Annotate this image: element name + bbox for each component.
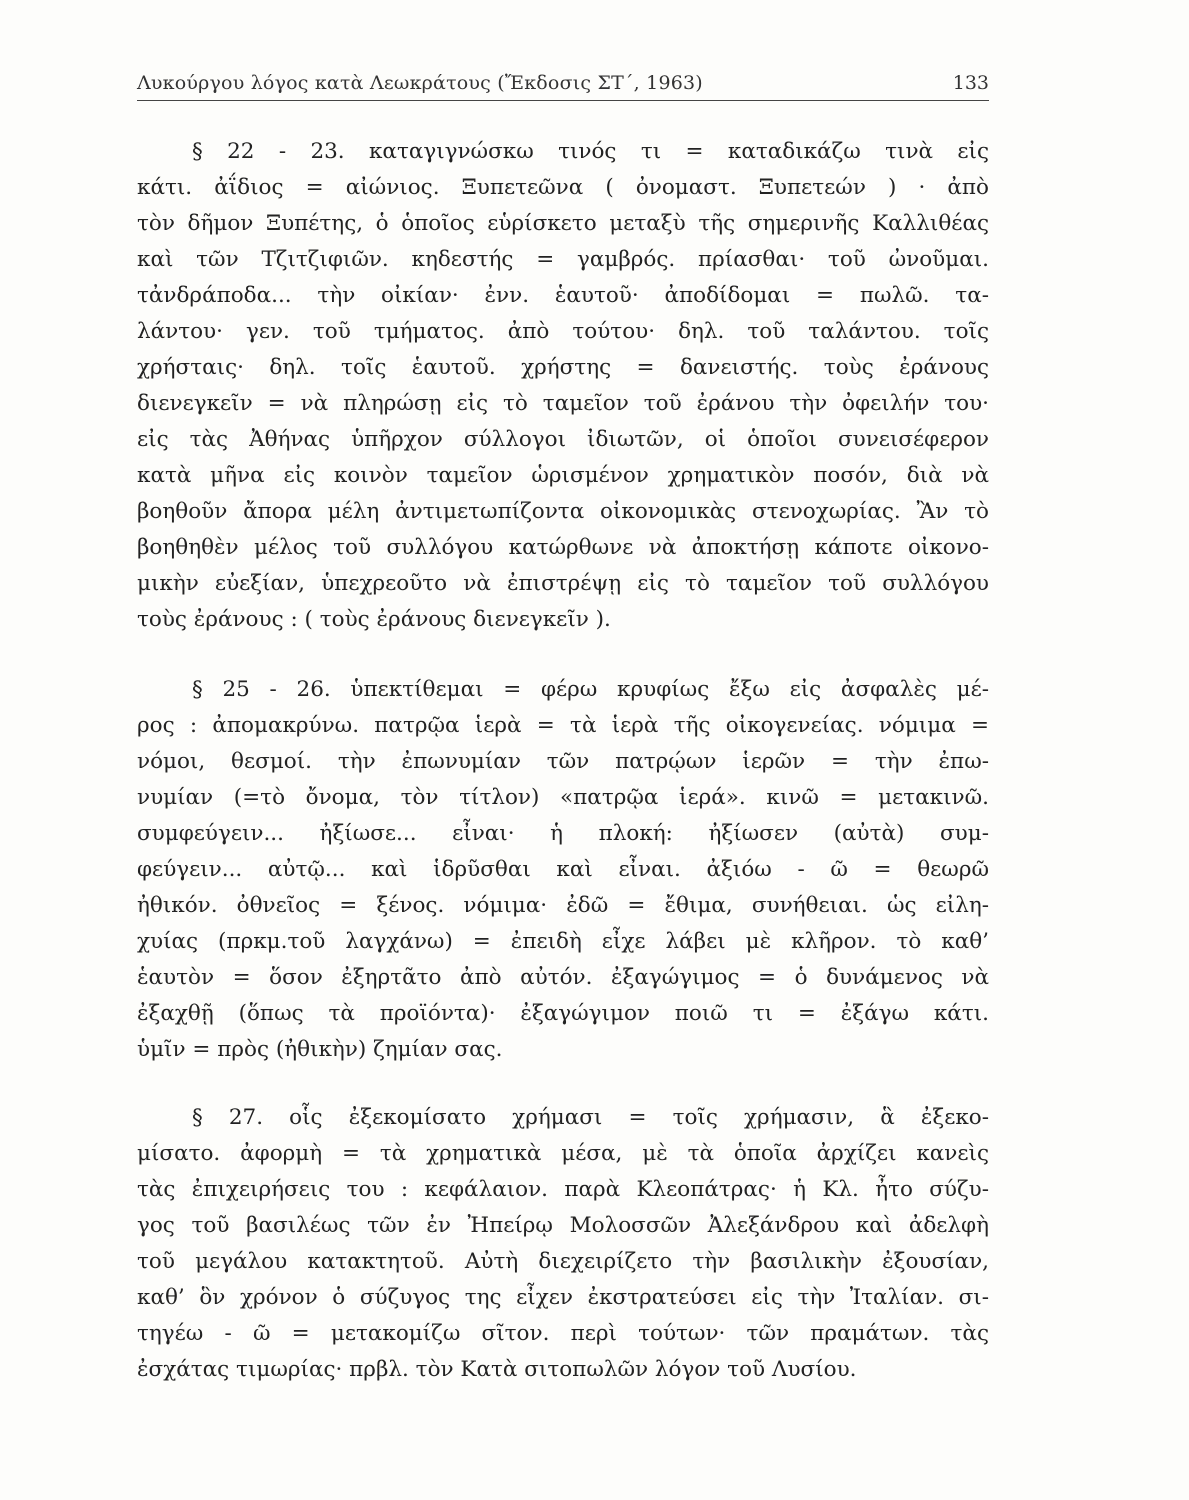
text-line: τοῦ μεγάλου κατακτητοῦ. Αὐτὴ διεχειρίζετο τὴν βασιλικὴν ἐξουσίαν, <box>137 1249 989 1274</box>
text-line: μικὴν εὐεξίαν, ὑπεχρεοῦτο νὰ ἐπιστρέψῃ εἰς τὸ ταμεῖον τοῦ συλλόγου <box>137 571 989 596</box>
text-line: ρος : ἀπομακρύνω. πατρῷα ἱερὰ = τὰ ἱερὰ τῆς οἰκογενείας. νόμιμα = <box>137 713 989 738</box>
text-line: § 27. οἷς ἐξεκομίσατο χρήμασι = τοῖς χρήμασιν, ἃ ἐξεκο- <box>192 1105 989 1130</box>
page-number: 133 <box>952 72 989 94</box>
text-line: νόμοι, θεσμοί. τὴν ἐπωνυμίαν τῶν πατρῴων ἱερῶν = τὴν ἐπω- <box>137 749 989 774</box>
text-line: τὰς ἐπιχειρήσεις του : κεφάλαιον. παρὰ Κλεοπάτρας· ἡ Κλ. ἦτο σύζυ- <box>137 1177 989 1202</box>
paragraph-25-26 <box>137 672 989 1068</box>
text-line: γος τοῦ βασιλέως τῶν ἐν Ἠπείρῳ Μολοσσῶν Ἀλεξάνδρου καὶ ἀδελφὴ <box>137 1213 989 1238</box>
text-line: ὑμῖν = πρὸς (ἠθικὴν) ζημίαν σας. <box>137 1037 503 1062</box>
text-line: βοηθοῦν ἄπορα μέλη ἀντιμετωπίζοντα οἰκονομικὰς στενοχωρίας. Ἂν τὸ <box>137 499 989 524</box>
text-line: § 22 - 23. καταγιγνώσκω τινός τι = καταδικάζω τινὰ εἰς <box>192 139 989 164</box>
text-line: τὸν δῆμον Ξυπέτης, ὁ ὁποῖος εὑρίσκετο μεταξὺ τῆς σημερινῆς Καλλιθέας <box>137 211 989 236</box>
text-line: ἠθικόν. ὀθνεῖος = ξένος. νόμιμα· ἐδῶ = ἔθιμα, συνήθειαι. ὡς εἰλη- <box>137 893 989 918</box>
text-line: μίσατο. ἀφορμὴ = τὰ χρηματικὰ μέσα, μὲ τὰ ὁποῖα ἀρχίζει κανεὶς <box>137 1141 989 1166</box>
text-line: βοηθηθὲν μέλος τοῦ συλλόγου κατώρθωνε νὰ ἀποκτήσῃ κάποτε οἰκονο- <box>137 535 989 560</box>
running-header <box>137 66 989 101</box>
text-line: ἑαυτὸν = ὅσον ἐξηρτᾶτο ἀπὸ αὐτόν. ἐξαγώγιμος = ὁ δυνάμενος νὰ <box>137 965 989 990</box>
text-line: ἐσχάτας τιμωρίας· πρβλ. τὸν Κατὰ σιτοπωλῶν λόγον τοῦ Λυσίου. <box>137 1357 857 1382</box>
paragraph-27 <box>137 1100 989 1388</box>
text-line: καὶ τῶν Τζιτζιφιῶν. κηδεστής = γαμβρός. πρίασθαι· τοῦ ὠνοῦμαι. <box>137 247 989 272</box>
text-line: λάντου· γεν. τοῦ τμήματος. ἀπὸ τούτου· δηλ. τοῦ ταλάντου. τοῖς <box>137 319 989 344</box>
paragraph-22-23 <box>137 134 989 638</box>
text-line: εἰς τὰς Ἀθήνας ὑπῆρχον σύλλογοι ἰδιωτῶν, οἱ ὁποῖοι συνεισέφερον <box>137 427 989 452</box>
text-line: ἐξαχθῇ (ὅπως τὰ προϊόντα)· ἐξαγώγιμον ποιῶ τι = ἐξάγω κάτι. <box>137 1001 989 1026</box>
text-line: καθ’ ὃν χρόνον ὁ σύζυγος της εἶχεν ἐκστρατεύσει εἰς τὴν Ἰταλίαν. σι- <box>137 1285 989 1310</box>
text-line: τηγέω - ῶ = μετακομίζω σῖτον. περὶ τούτων· τῶν πραμάτων. τὰς <box>137 1321 989 1346</box>
text-line: νυμίαν (=τὸ ὄνομα, τὸν τίτλον) «πατρῷα ἱερά». κινῶ = μετακινῶ. <box>137 785 989 810</box>
text-line: κατὰ μῆνα εἰς κοινὸν ταμεῖον ὡρισμένον χρηματικὸν ποσόν, διὰ νὰ <box>137 463 989 488</box>
header-title: Λυκούργου λόγος κατὰ Λεωκράτους (Ἔκδοσις ΣΤ΄, 1963) <box>137 72 703 94</box>
text-line: τοὺς ἐράνους : ( τοὺς ἐράνους διενεγκεῖν ). <box>137 607 611 632</box>
text-line: § 25 - 26. ὑπεκτίθεμαι = φέρω κρυφίως ἔξω εἰς ἀσφαλὲς μέ- <box>192 677 989 702</box>
text-line: διενεγκεῖν = νὰ πληρώσῃ εἰς τὸ ταμεῖον τοῦ ἐράνου τὴν ὀφειλήν του· <box>137 391 989 416</box>
text-line: συμφεύγειν... ἠξίωσε... εἶναι· ἡ πλοκή: ἠξίωσεν (αὐτὰ) συμ- <box>137 821 989 846</box>
text-line: κάτι. ἀΐδιος = αἰώνιος. Ξυπετεῶνα ( ὀνομαστ. Ξυπετεών ) · ἀπὸ <box>137 175 989 200</box>
text-line: χυίας (πρκμ.τοῦ λαγχάνω) = ἐπειδὴ εἶχε λάβει μὲ κλῆρον. τὸ καθ’ <box>137 929 989 954</box>
text-line: τἀνδράποδα... τὴν οἰκίαν· ἐνν. ἑαυτοῦ· ἀποδίδομαι = πωλῶ. τα- <box>137 283 989 308</box>
text-line: φεύγειν... αὐτῷ... καὶ ἱδρῦσθαι καὶ εἶναι. ἀξιόω - ῶ = θεωρῶ <box>137 857 989 882</box>
text-line: χρήσταις· δηλ. τοῖς ἑαυτοῦ. χρήστης = δανειστής. τοὺς ἐράνους <box>137 355 989 380</box>
